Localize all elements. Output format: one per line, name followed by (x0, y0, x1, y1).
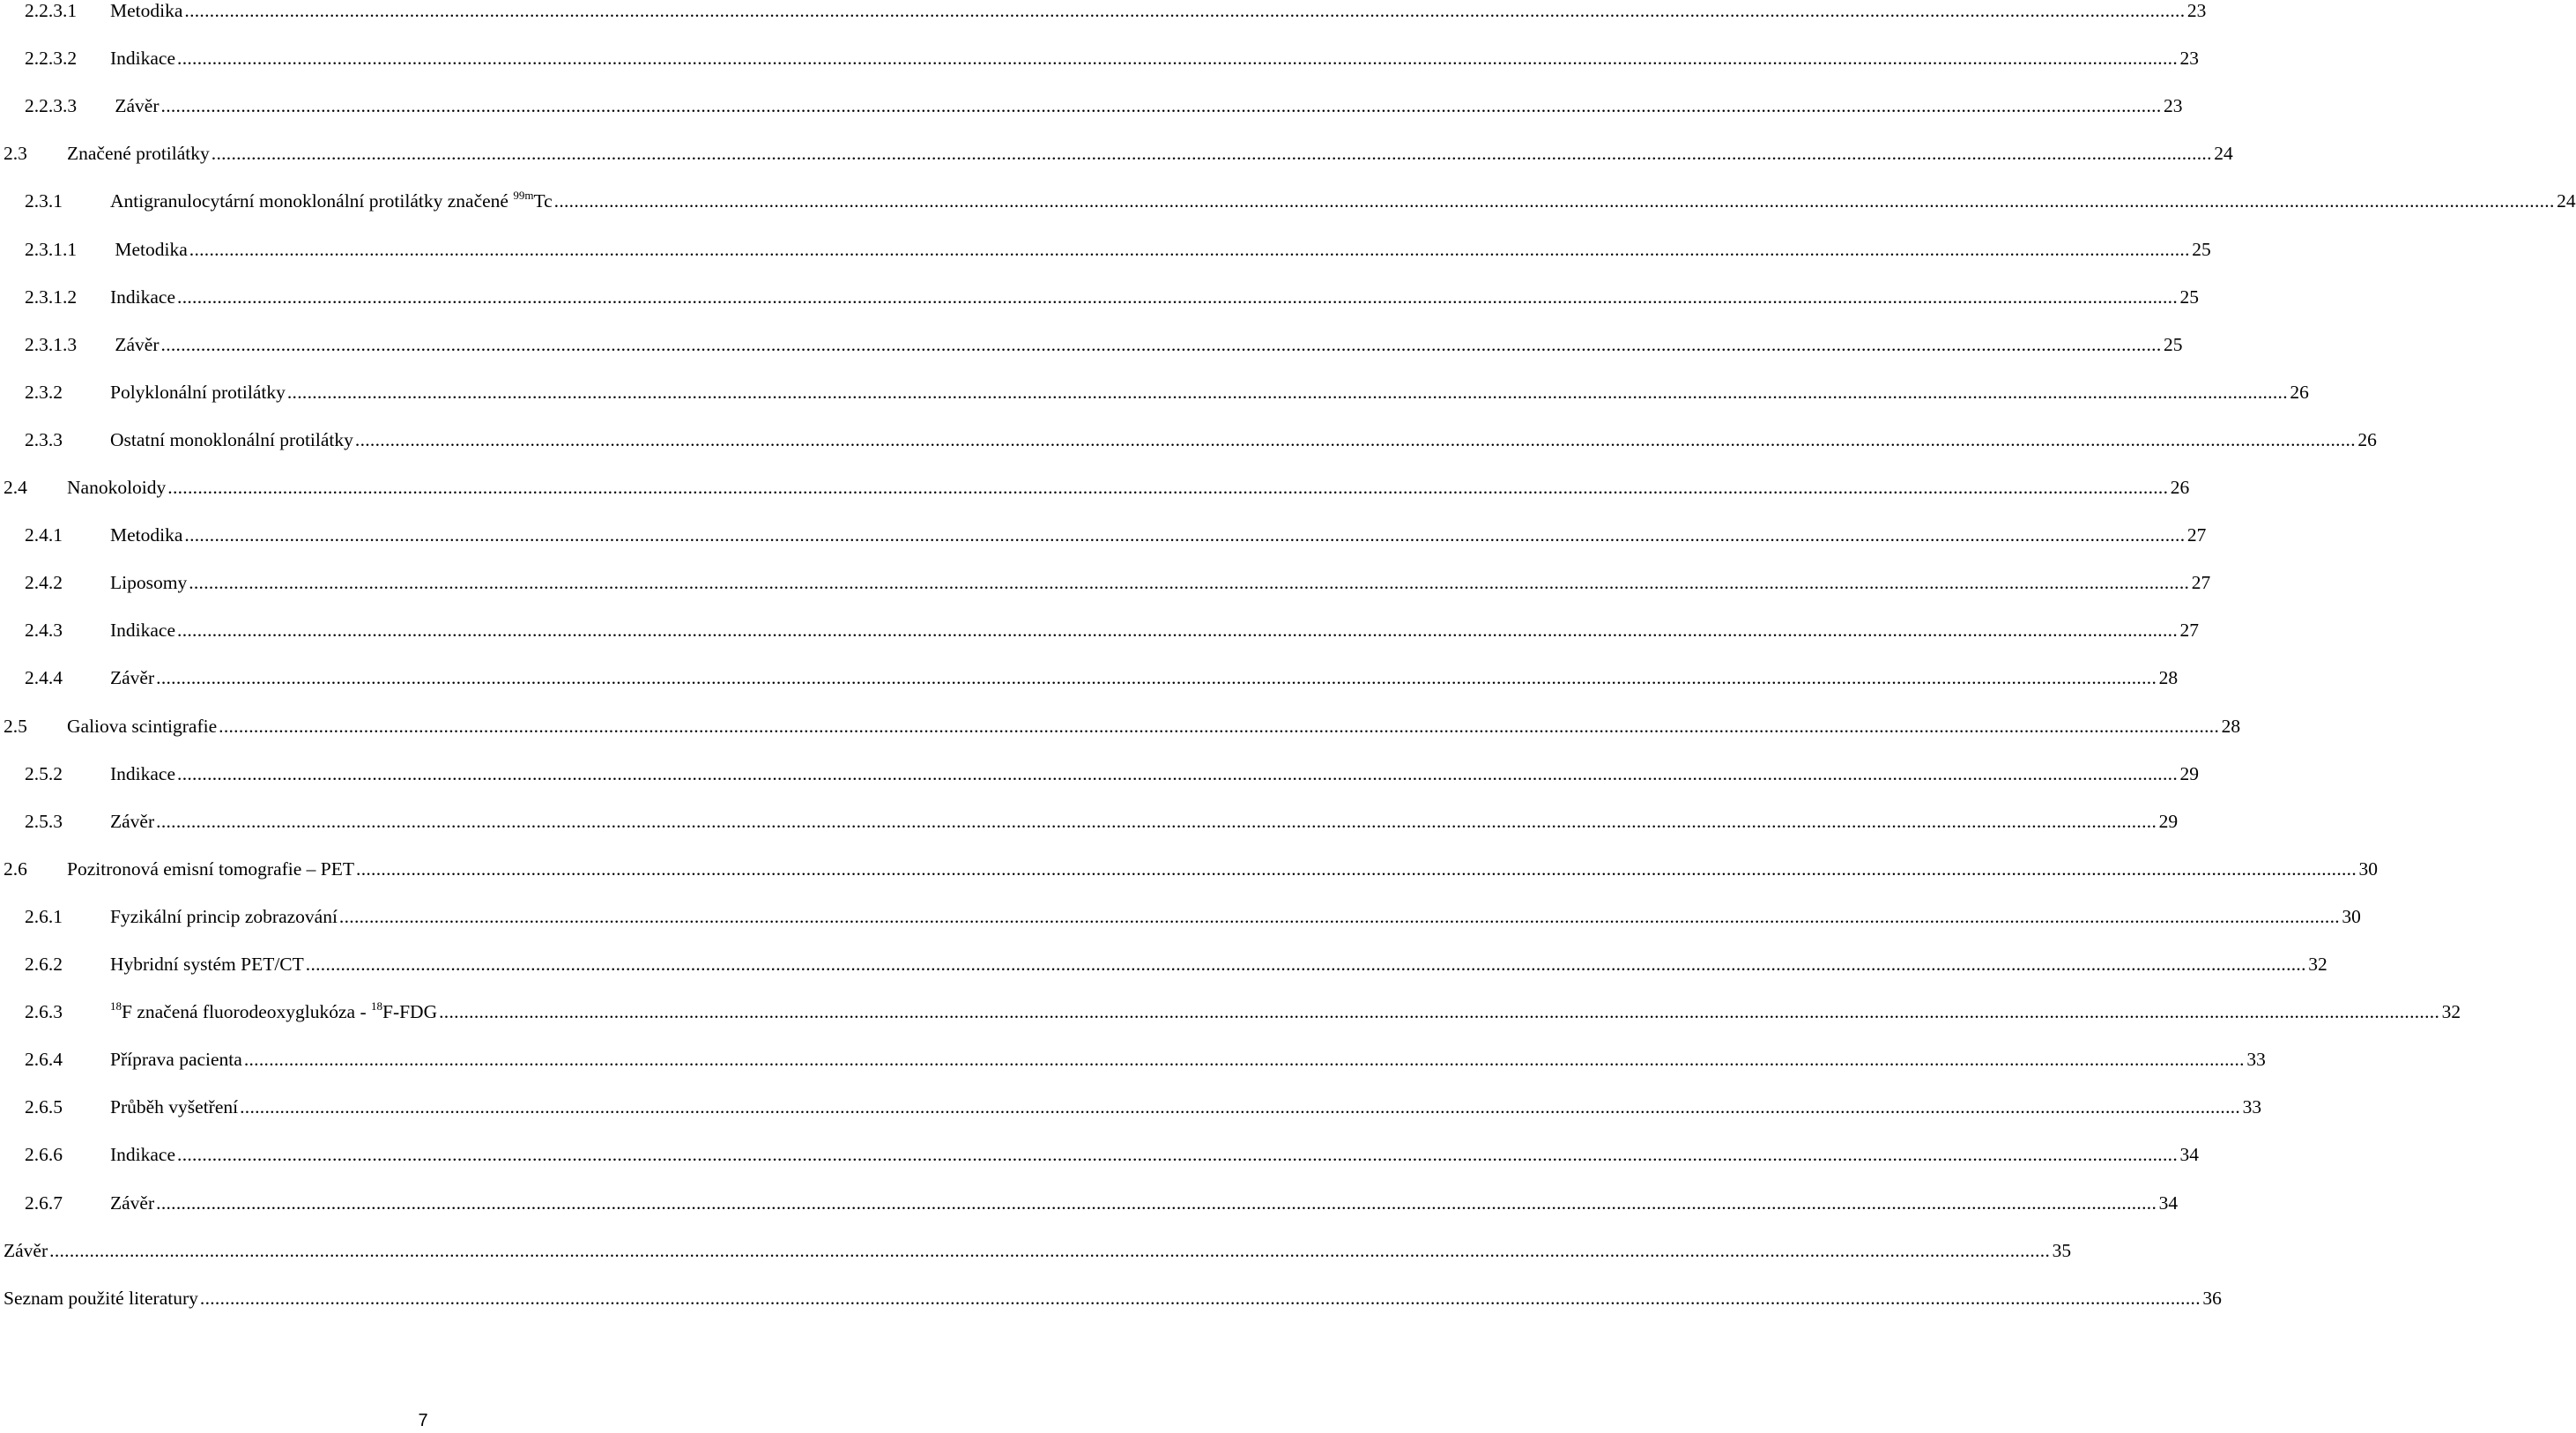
toc-entry-title: Seznam použité literatury (4, 1287, 198, 1309)
toc-entry-title: Fyzikální princip zobrazování (110, 905, 338, 927)
toc-entry-title: Polyklonální protilátky (110, 381, 286, 403)
toc-entry-title: Metodika (110, 238, 188, 260)
toc-entry-page: 27 (2186, 524, 2207, 546)
toc-entry-number: 2.4.4 (25, 667, 63, 689)
dot-leader: ................................................................................................................................................................................................................................................................................................................................................................................................................ (167, 477, 2169, 498)
toc-entry-title: Liposomy (110, 572, 188, 594)
toc-entry-title: Závěr (110, 1192, 155, 1214)
isotope-superscript: 99m (513, 189, 534, 203)
toc-entry-title: Příprava pacienta (110, 1049, 242, 1071)
dot-leader: ................................................................................................................................................................................................................................................................................................................................................................................................................ (184, 0, 2186, 21)
toc-entry[interactable] (0, 758, 2200, 790)
toc-entry-number: 2.2.3.2 (25, 48, 78, 70)
toc-entry-title: Značené protilátky (67, 143, 210, 165)
dot-leader: ................................................................................................................................................................................................................................................................................................................................................................................................................ (177, 286, 2179, 308)
toc-entry-page: 29 (2179, 762, 2200, 784)
dot-leader: ................................................................................................................................................................................................................................................................................................................................................................................................................ (356, 858, 2357, 880)
toc-entry-number: 2.4.2 (25, 572, 63, 594)
toc-entry-title: Průběh vyšetření (110, 1096, 239, 1118)
toc-entry-number: 2.4.1 (25, 524, 63, 546)
dot-leader: ................................................................................................................................................................................................................................................................................................................................................................................................................ (189, 238, 2190, 260)
toc-entry-page: 23 (2179, 48, 2200, 70)
toc-entry[interactable] (0, 996, 2461, 1028)
toc-entry-number: 2.4 (4, 477, 27, 498)
toc-entry[interactable] (0, 567, 2211, 598)
toc-entry-title: Indikace (110, 1144, 176, 1166)
toc-entry-title: Pozitronová emisní tomografie – PET (67, 858, 355, 880)
toc-entry-page: 23 (2186, 0, 2207, 21)
toc-entry[interactable] (0, 329, 2183, 360)
toc-entry-title: Závěr (110, 810, 155, 832)
toc-entry[interactable] (0, 853, 2379, 885)
toc-entry-page: 28 (2158, 667, 2179, 689)
page-number: 7 (418, 1411, 428, 1430)
toc-entry-number: 2.3.1 (25, 190, 63, 212)
toc-entry-title: Ostatní monoklonální protilátky (110, 428, 353, 450)
toc-entry-page: 35 (2052, 1239, 2072, 1261)
isotope-superscript: 18 (370, 999, 382, 1013)
toc-entry[interactable] (0, 281, 2200, 313)
dot-leader: ................................................................................................................................................................................................................................................................................................................................................................................................................ (553, 190, 2555, 212)
toc-entry-title: Hybridní systém PET/CT (110, 954, 304, 975)
toc-entry[interactable] (0, 137, 2233, 169)
toc-entry[interactable] (0, 424, 2377, 456)
toc-entry[interactable] (0, 662, 2179, 694)
dot-leader: ................................................................................................................................................................................................................................................................................................................................................................................................................ (177, 48, 2179, 70)
toc-entry[interactable] (0, 42, 2200, 74)
dot-leader: ................................................................................................................................................................................................................................................................................................................................................................................................................ (354, 428, 2356, 450)
isotope-superscript: 18 (110, 999, 122, 1013)
toc-entry-page: 33 (2246, 1049, 2266, 1071)
toc-entry-number: 2.6.6 (25, 1144, 63, 1166)
dot-leader: ................................................................................................................................................................................................................................................................................................................................................................................................................ (160, 95, 2162, 117)
toc-entry-number: 2.6 (4, 858, 27, 880)
toc-entry[interactable] (0, 710, 2241, 742)
toc-entry-number: 2.6.2 (25, 954, 63, 975)
toc-entry-number: 2.2.3.1 (25, 0, 78, 21)
toc-entry-number: 2.6.3 (25, 1001, 63, 1023)
toc-entry-title: Galiova scintigrafie (67, 715, 218, 737)
dot-leader: ................................................................................................................................................................................................................................................................................................................................................................................................................ (177, 762, 2179, 784)
toc-entry-title: Indikace (110, 48, 176, 70)
dot-leader: ................................................................................................................................................................................................................................................................................................................................................................................................................ (338, 905, 2340, 927)
toc-entry-number: 2.6.1 (25, 905, 63, 927)
dot-leader: ................................................................................................................................................................................................................................................................................................................................................................................................................ (305, 954, 2306, 975)
toc-entry-page: 27 (2191, 572, 2211, 594)
toc-entry-page: 30 (2342, 905, 2361, 927)
toc-entry-number: 2.6.7 (25, 1192, 63, 1214)
toc-entry-title (110, 996, 437, 1028)
toc-entry-title: Metodika (110, 0, 183, 21)
toc-entry-title: Metodika (110, 524, 183, 546)
toc-entry-page: 28 (2221, 715, 2241, 737)
dot-leader: ................................................................................................................................................................................................................................................................................................................................................................................................................ (219, 715, 2220, 737)
toc-entry-page: 34 (2179, 1144, 2200, 1166)
toc-entry[interactable] (0, 0, 2207, 26)
toc-entry[interactable] (0, 1139, 2200, 1170)
dot-leader: ................................................................................................................................................................................................................................................................................................................................................................................................................ (243, 1049, 2245, 1071)
toc-entry[interactable] (0, 519, 2207, 551)
toc-entry-number: 2.3.1.1 (25, 238, 78, 260)
toc-entry[interactable] (0, 806, 2179, 837)
toc-entry[interactable] (0, 1282, 2222, 1314)
toc-entry-number: 2.4.3 (25, 620, 63, 642)
toc-entry[interactable] (0, 471, 2190, 503)
toc-entry-page: 32 (2441, 1001, 2461, 1023)
toc-entry[interactable] (0, 1187, 2179, 1219)
dot-leader: ................................................................................................................................................................................................................................................................................................................................................................................................................ (240, 1096, 2241, 1118)
toc-title-part: F-FDG (382, 1001, 438, 1023)
toc-entry[interactable] (0, 614, 2200, 646)
dot-leader: ................................................................................................................................................................................................................................................................................................................................................................................................................ (156, 667, 2157, 689)
dot-leader: ................................................................................................................................................................................................................................................................................................................................................................................................................ (286, 381, 2288, 403)
toc-entry-page: 26 (2357, 428, 2377, 450)
toc-entry-number: 2.5.3 (25, 810, 63, 832)
toc-entry-number: 2.3.1.2 (25, 286, 78, 308)
toc-entry-title: Závěr (110, 333, 160, 355)
toc-title-part: Antigranulocytární monoklonální protilátky značené (110, 190, 514, 212)
toc-entry-title (110, 185, 553, 217)
toc-entry-number: 2.6.4 (25, 1049, 63, 1071)
toc-entry[interactable] (0, 901, 2361, 932)
toc-entry-number: 2.5.2 (25, 762, 63, 784)
dot-leader: ................................................................................................................................................................................................................................................................................................................................................................................................................ (160, 333, 2162, 355)
toc-entry[interactable] (0, 234, 2211, 265)
toc-entry-title: Indikace (110, 620, 176, 642)
toc-entry-title: Závěr (110, 667, 155, 689)
toc-entry-title: Závěr (4, 1239, 48, 1261)
toc-entry-page: 26 (2290, 381, 2309, 403)
toc-entry-page: 25 (2179, 286, 2200, 308)
toc-entry[interactable] (0, 1235, 2072, 1266)
dot-leader: ................................................................................................................................................................................................................................................................................................................................................................................................................ (177, 620, 2179, 642)
toc-entry-number: 2.3.1.3 (25, 333, 78, 355)
toc-entry-page: 24 (2557, 190, 2576, 212)
toc-entry[interactable] (0, 1091, 2262, 1123)
toc-entry-title: Indikace (110, 286, 176, 308)
dot-leader: ................................................................................................................................................................................................................................................................................................................................................................................................................ (49, 1239, 2051, 1261)
toc-entry-number: 2.5 (4, 715, 27, 737)
toc-entry-page: 26 (2170, 477, 2190, 498)
toc-entry-title: Indikace (110, 762, 176, 784)
toc-title-part: Tc (533, 190, 553, 212)
toc-entry[interactable] (0, 90, 2183, 122)
dot-leader: ................................................................................................................................................................................................................................................................................................................................................................................................................ (156, 810, 2157, 832)
toc-entry-page: 36 (2202, 1287, 2222, 1309)
dot-leader: ................................................................................................................................................................................................................................................................................................................................................................................................................ (156, 1192, 2157, 1214)
toc-entry-number: 2.3.2 (25, 381, 63, 403)
toc-entry[interactable] (0, 948, 2327, 980)
toc-title-part: F značená fluorodeoxyglukóza - (122, 1001, 371, 1023)
toc-entry-page: 24 (2214, 143, 2233, 165)
toc-entry-page: 30 (2358, 858, 2379, 880)
toc-entry-title: Závěr (110, 95, 160, 117)
toc-entry-number: 2.3 (4, 143, 27, 165)
toc-entry-number: 2.2.3.3 (25, 95, 78, 117)
toc-entry[interactable] (0, 1043, 2266, 1075)
toc-entry-page: 23 (2164, 95, 2183, 117)
toc-entry-number: 2.3.3 (25, 428, 63, 450)
dot-leader: ................................................................................................................................................................................................................................................................................................................................................................................................................ (211, 143, 2212, 165)
dot-leader: ................................................................................................................................................................................................................................................................................................................................................................................................................ (177, 1144, 2179, 1166)
dot-leader: ................................................................................................................................................................................................................................................................................................................................................................................................................ (184, 524, 2186, 546)
toc-entry-page: 25 (2192, 238, 2211, 260)
toc-entry[interactable] (0, 376, 2309, 408)
toc-entry-page: 27 (2179, 620, 2200, 642)
toc-entry-page: 33 (2242, 1096, 2262, 1118)
dot-leader: ................................................................................................................................................................................................................................................................................................................................................................................................................ (199, 1287, 2201, 1309)
dot-leader: ................................................................................................................................................................................................................................................................................................................................................................................................................ (439, 1001, 2440, 1023)
toc-entry-page: 29 (2158, 810, 2179, 832)
toc-entry-page: 34 (2158, 1192, 2179, 1214)
toc-entry[interactable] (0, 185, 2576, 217)
toc-entry-number: 2.6.5 (25, 1096, 63, 1118)
toc-entry-page: 32 (2308, 954, 2327, 975)
toc-entry-page: 25 (2164, 333, 2183, 355)
toc-entry-title: Nanokoloidy (67, 477, 167, 498)
dot-leader: ................................................................................................................................................................................................................................................................................................................................................................................................................ (189, 572, 2190, 594)
